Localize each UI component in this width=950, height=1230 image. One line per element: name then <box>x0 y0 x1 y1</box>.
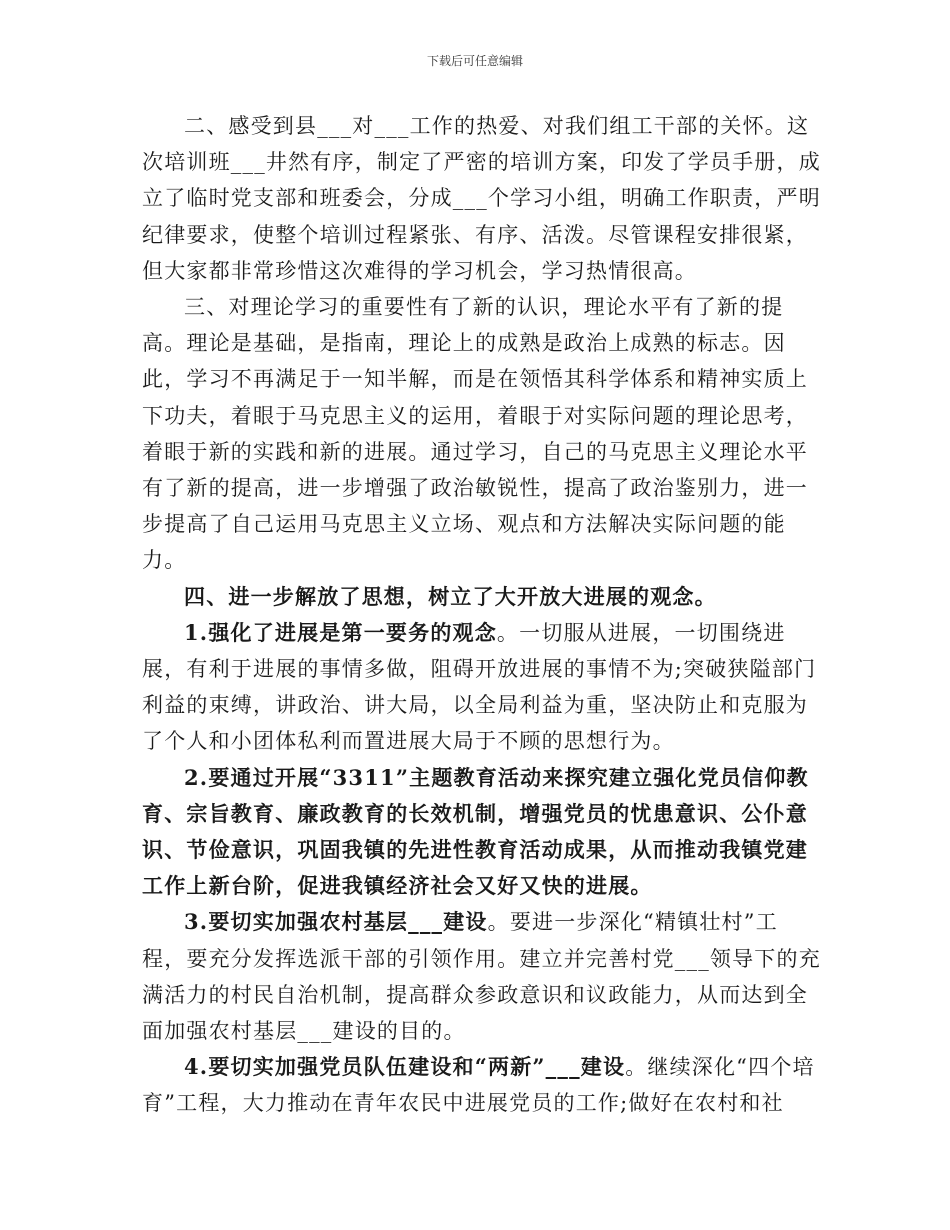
page-header: 下载后可任意编辑 <box>426 54 523 68</box>
paragraph-2 <box>142 108 822 289</box>
paragraph-3 <box>142 289 822 579</box>
paragraph-text: 。一切服从进展，一切围绕进展，有利于进展的事情多做，阻碍开放进展的事情不为;突破狭隘部门利益的束缚，讲政治、讲大局，以全局利益为重，坚决防止和克服为了个人和小团体私利而置进展大局于不顾的思想行为。 <box>142 620 817 754</box>
paragraph-item-2 <box>142 760 822 905</box>
paragraph-4-heading <box>142 579 822 615</box>
paragraph-lead: 3.要切实加强农村基层___建设 <box>184 909 488 935</box>
paragraph-lead: 2.要通过开展“3311”主题教育活动来探究建立强化党员信仰教育、宗旨教育、廉政教育的长效机制，增强党员的忧患意识、公仆意识、节俭意识，巩固我镇的先进性教育活动成果，从而推动我镇党建工作上新台阶，促进我镇经济社会又好又快的进展。 <box>142 764 809 899</box>
paragraph-item-4 <box>142 1049 822 1121</box>
paragraph-lead: 4.要切实加强党员队伍建设和“两新”___建设 <box>184 1054 626 1080</box>
paragraph-lead: 1.强化了进展是第一要务的观念 <box>184 619 497 645</box>
paragraph-item-3 <box>142 904 822 1049</box>
paragraph-lead: 四、进一步解放了思想，树立了大开放大进展的观念。 <box>184 583 717 609</box>
paragraph-text: 。要进一步深化“精镇壮村”工程，要充分发挥选派干部的引领作用。建立并完善村党___领导下的充满活力的村民自治机制，提高群众参政意识和议政能力，从而达到全面加强农村基层___建设的目的。 <box>142 910 821 1044</box>
document-body <box>142 108 822 1122</box>
paragraph-text: 。继续深化“四个培育”工程，大力推动在青年农民中进展党员的工作;做好在农村和社 <box>142 1055 815 1116</box>
paragraph-text: 三、对理论学习的重要性有了新的认识，理论水平有了新的提高。理论是基础，是指南，理论上的成熟是政治上成熟的标志。因此，学习不再满足于一知半解，而是在领悟其科学体系和精神实质上下功夫，着眼于马克思主义的运用，着眼于对实际问题的理论思考，着眼于新的实践和新的进展。通过学习，自己的马克思主义理论水平有了新的提高，进一步增强了政治敏锐性，提高了政治鉴别力，进一步提高了自己运用马克思主义立场、观点和方法解决实际问题的能力。 <box>142 295 808 573</box>
paragraph-text: 二、感受到县___对___工作的热爱、对我们组工干部的关怀。这次培训班___井然有序，制定了严密的培训方案，印发了学员手册，成立了临时党支部和班委会，分成___个学习小组，明确工作职责，严明纪律要求，使整个培训过程紧张、有序、活泼。尽管课程安排很紧，但大家都非常珍惜这次难得的学习机会，学习热情很高。 <box>142 114 821 283</box>
paragraph-item-1 <box>142 615 822 760</box>
